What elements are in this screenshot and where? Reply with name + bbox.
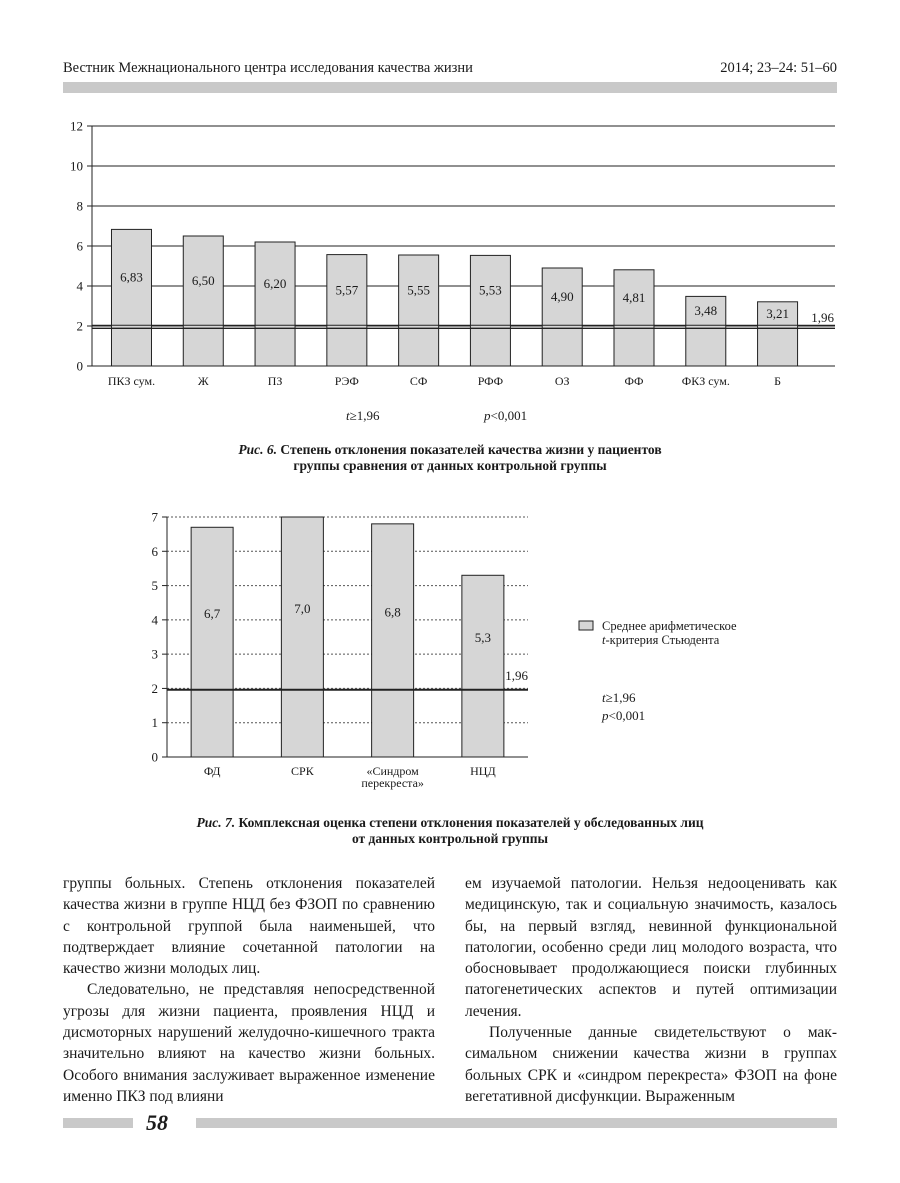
fig7-bar (462, 575, 504, 757)
fig7-bar (372, 524, 414, 757)
fig6-y-tick-label: 4 (76, 278, 83, 294)
fig6-data-label: 6,50 (191, 273, 215, 288)
fig6-reference-label: 1,96 (811, 309, 834, 325)
fig7-y-tick-label: 7 (151, 509, 158, 525)
fig7-y-tick-label: 5 (151, 578, 158, 594)
fig6-caption-line1: Степень отклонения показателей качества жизни у пациентов (280, 442, 662, 457)
fig6-data-label: 4,90 (550, 289, 574, 304)
journal-title: Вестник Межнационального центра исследования качества жизни (63, 60, 473, 76)
fig6-data-label: 6,83 (120, 269, 143, 285)
fig6-category-label: СФ (409, 374, 428, 388)
fig7-legend-swatch (579, 621, 593, 630)
fig6-y-tick-label: 10 (70, 158, 83, 174)
fig7-caption (63, 815, 837, 847)
fig6-data-label: 4,81 (622, 289, 646, 305)
fig7-caption-line1: Комплексная оценка степени отклонения показателей у обследованных лиц (238, 815, 704, 830)
fig7-y-tick-label: 6 (151, 543, 158, 559)
footer-right-bar (196, 1118, 837, 1128)
fig7-y-tick-label: 0 (151, 749, 158, 765)
fig6-caption-line2: группы сравнения от данных контрольной группы (293, 458, 607, 473)
left-column (63, 873, 435, 1107)
footer-left-bar (63, 1118, 133, 1128)
fig6-data-label: 6,20 (263, 276, 287, 291)
fig6-t-annotation: t≥1,96 (346, 408, 380, 423)
fig6-y-tick-label: 6 (76, 238, 83, 254)
fig6-category-label: ФКЗ сум. (681, 374, 730, 388)
right-column (465, 873, 837, 1107)
fig7-category-label: СРК (291, 764, 314, 778)
fig6-data-label: 5,57 (335, 282, 359, 298)
fig6-category-label: ОЗ (554, 374, 570, 388)
fig7-category-label: «Синдром (366, 764, 419, 778)
fig7-category-label: НЦД (470, 764, 496, 778)
fig7-data-label: 7,0 (294, 600, 311, 616)
fig6-y-tick-label: 0 (76, 358, 83, 374)
fig6-label: Рис. 6. (238, 442, 277, 457)
fig6-category-label: Ж (197, 374, 209, 388)
fig6-category-label: ПКЗ сум. (107, 374, 156, 388)
fig7-y-tick-label: 2 (151, 680, 158, 696)
fig7-y-tick-label: 1 (151, 715, 158, 731)
fig7-caption-line2: от данных контрольной группы (351, 831, 549, 846)
fig6-category-label: РЭФ (334, 374, 359, 388)
fig6-category-label: ПЗ (267, 374, 283, 388)
fig6-p-annotation: p<0,001 (484, 408, 528, 423)
fig7-t-annotation: t≥1,96 (602, 690, 636, 705)
fig6-y-tick-label: 8 (76, 198, 83, 214)
fig7-reference-label: 1,96 (505, 667, 528, 683)
fig6-data-label: 5,53 (479, 282, 502, 298)
issue-info: 2014; 23–24: 51–60 (720, 60, 837, 76)
fig7-category-label: ФД (203, 764, 221, 778)
fig7-bar (191, 527, 233, 757)
right-paragraph-1: ем изучаемой патологии. Нельзя недооценивать как медицинскую, так и социальную значимость, казалось бы, на первый взгляд, невинной функциональной патологии, особенно среди лиц молодого возраста, что обосновывает продолжающиеся поиски глубинных патогенетических аспектов и путей оптимизации лечения. (465, 875, 837, 1020)
fig7-data-label: 6,7 (204, 606, 221, 621)
fig6-data-label: 5,55 (407, 282, 431, 298)
fig6-category-label: РФФ (477, 374, 504, 388)
fig6-y-tick-label: 12 (70, 118, 83, 134)
fig6-data-label: 3,48 (694, 303, 718, 319)
fig7-label: Рис. 7. (196, 815, 236, 830)
fig7-legend-label: t-критерия Стьюдента (602, 633, 720, 647)
left-paragraph-2: Следовательно, не представляя непосредственной угрозы для жизни пациента, проявления НЦД и дисмоторных нарушений желудочно-кишечного тракта значительно влияют на качество жизни больных. Особого внимания заслуживает выраженное изменение именно ПКЗ под влияни (63, 981, 435, 1105)
fig7-p-annotation: p<0,001 (602, 708, 646, 723)
left-paragraph-1: группы больных. Степень отклонения показателей качества жизни в группе НЦД без ФЗОП по сравнению с контрольной группой была наименьшей, что подтверждает влияние сочетанной патологии на качество жизни молодых лиц. (63, 875, 435, 978)
fig7-data-label: 5,3 (474, 630, 491, 645)
fig7-y-tick-label: 3 (151, 646, 158, 662)
fig6-data-label: 3,21 (766, 305, 789, 321)
fig7-bar (281, 517, 323, 757)
fig7-legend-label: Среднее арифметическое (602, 619, 737, 633)
fig6-category-label: Б (774, 374, 782, 388)
page-number: 58 (146, 1110, 168, 1135)
fig7-category-label: перекреста» (361, 776, 424, 790)
fig6-y-tick-label: 2 (76, 318, 83, 334)
fig7-data-label: 6,8 (384, 604, 401, 620)
right-paragraph-2: Полученные данные свидетельствуют о максимальном снижении качества жизни в группах больных СРК и «синдром перекреста» ФЗОП на фоне вегетативной дисфункции. Выраженным (465, 1024, 837, 1105)
fig6-category-label: ФФ (624, 374, 644, 388)
fig7-y-tick-label: 4 (151, 612, 158, 628)
